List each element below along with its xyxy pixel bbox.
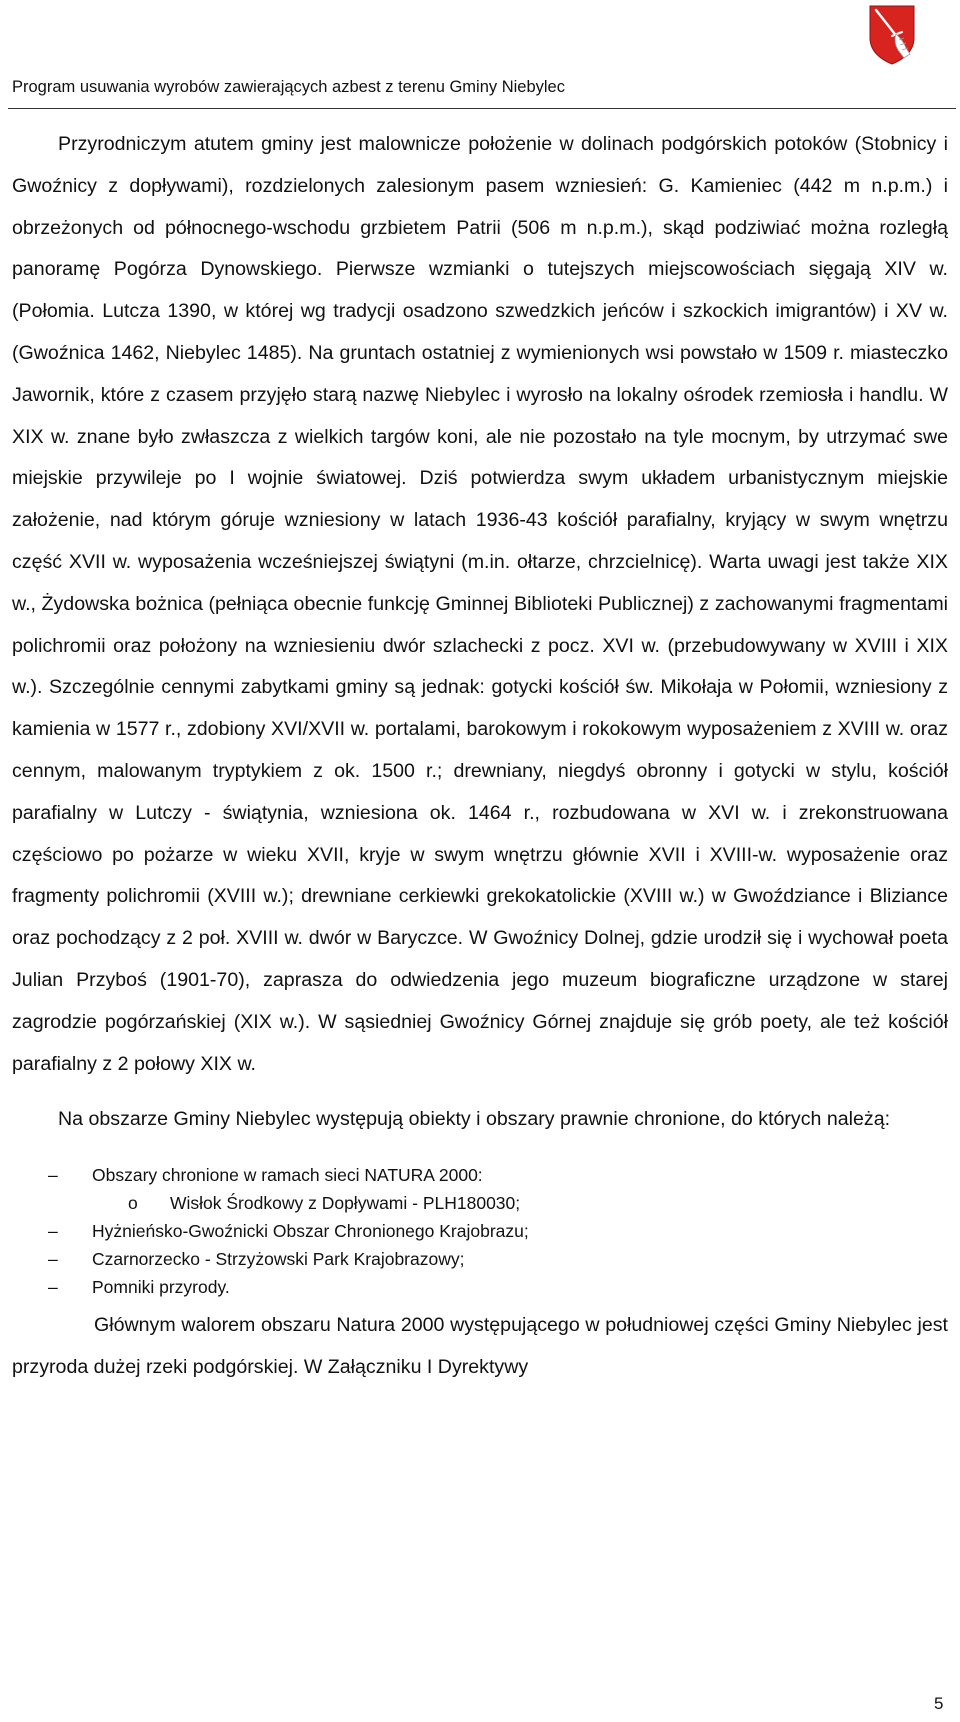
list-item-text: Obszary chronione w ramach sieci NATURA 2000: xyxy=(92,1165,483,1186)
list-item-text: Hyżnieńsko-Gwoźnicki Obszar Chronionego Krajobrazu; xyxy=(92,1221,529,1242)
paragraph-protected-areas-intro: Na obszarze Gminy Niebylec występują obiekty i obszary prawnie chronione, do których należą: xyxy=(58,1108,891,1131)
list-dash-marker: – xyxy=(48,1165,58,1186)
list-subitem xyxy=(12,1189,948,1217)
page-header xyxy=(0,0,960,110)
list-dash-marker: – xyxy=(48,1277,58,1298)
protected-areas-list xyxy=(12,1161,948,1301)
list-item xyxy=(12,1217,948,1245)
page-number: 5 xyxy=(934,1694,944,1713)
list-item-text: Wisłok Środkowy z Dopływami - PLH180030; xyxy=(170,1193,521,1214)
list-item-text: Czarnorzecko - Strzyżowski Park Krajobrazowy; xyxy=(92,1249,465,1270)
list-dash-marker: – xyxy=(48,1221,58,1242)
list-item xyxy=(12,1273,948,1301)
header-divider xyxy=(8,108,956,109)
paragraph-history: Przyrodniczym atutem gminy jest malownicze położenie w dolinach podgórskich potoków (Stobnicy i Gwoźnicy z dopływami), rozdzielonych zalesionym pasem wzniesień: G. Kamieniec (442 m n.p.m.) i obrzeżonych od północnego-wschodu grzbietem Patrii (506 m n.p.m.), skąd podziwiać można rozległą panoramę Pogórza Dynowskiego. Pierwsze wzmianki o tutejszych miejscowościach sięgają XIV w. (Połomia. Lutcza 1390, w której wg tradycji osadzono szwedzkich jeńców i szkockich imigrantów) i XV w. (Gwoźnica 1462, Niebylec 1485). Na gruntach ostatniej z wymienionych wsi powstało w 1509 r. miasteczko Jawornik, które z czasem przyjęło starą nazwę Niebylec i wyrosło na lokalny ośrodek rzemiosła i handlu. W XIX w. znane było zwłaszcza z wielkich targów koni, ale nie pozostało na tyle mocnym, by utrzymać swe miejskie przywileje po I wojnie światowej. Dziś potwierdza swym układem urbanistycznym miejskie założenie, nad którym góruje wzniesiony w latach 1936-43 kościół parafialny, kryjący w swym wnętrzu część XVII w. wyposażenia wcześniejszej świątyni (m.in. ołtarze, chrzcielnicę). Warta uwagi jest także XIX w., Żydowska bożnica (pełniąca obecnie funkcję Gminnej Biblioteki Publicznej) z zachowanymi fragmentami polichromii oraz położony na wzniesieniu dwór szlachecki z pocz. XVI w. (przebudowywany w XVIII i XIX w.). Szczególnie cennymi zabytkami gminy są jednak: gotycki kościół św. Mikołaja w Połomii, wzniesiony z kamienia w 1577 r., zdobiony XVI/XVII w. portalami, barokowym i rokokowym wyposażeniem z XVIII w. oraz cennym, malowanym tryptykiem z ok. 1500 r.; drewniany, niegdyś obronny i gotycki w stylu, kościół parafialny w Lutczy - świątynia, wzniesiona ok. 1464 r., rozbudowana w XVI w. i zrekonstruowana częściowo po pożarze w wieku XVII, kryje w swym wnętrzu głównie XVII i XVIII-w. wyposażenie oraz fragmenty polichromii (XVIII w.); drewniane cerkiewki grekokatolickie (XVIII w.) w Gwoździance i Bliziance oraz pochodzący z 2 poł. XVIII w. dwór w Baryczce. W Gwoźnicy Dolnej, gdzie urodził się i wychował poeta Julian Przyboś (1901-70), zaprasza do odwiedzenia jego muzeum biograficzne urządzone w starej zagrodzie pogórzańskiej (XIX w.). W sąsiedniej Gwoźnicy Górnej znajduje się grób poety, ale też kościół parafialny z 2 połowy XIX w. xyxy=(12,133,948,1075)
header-title: Program usuwania wyrobów zawierających azbest z terenu Gminy Niebylec xyxy=(12,78,565,96)
list-dash-marker: – xyxy=(48,1249,58,1270)
list-item xyxy=(12,1161,948,1189)
paragraph-natura-2000: Głównym walorem obszaru Natura 2000 występującego w południowej części Gminy Niebylec jest przyroda dużej rzeki podgórskiej. W Załączniku I Dyrektywy xyxy=(12,1314,948,1378)
document-body xyxy=(12,124,948,1389)
list-bullet-marker: o xyxy=(128,1193,138,1214)
coat-of-arms-icon xyxy=(868,4,916,66)
list-item xyxy=(12,1245,948,1273)
list-item-text: Pomniki przyrody. xyxy=(92,1277,230,1298)
